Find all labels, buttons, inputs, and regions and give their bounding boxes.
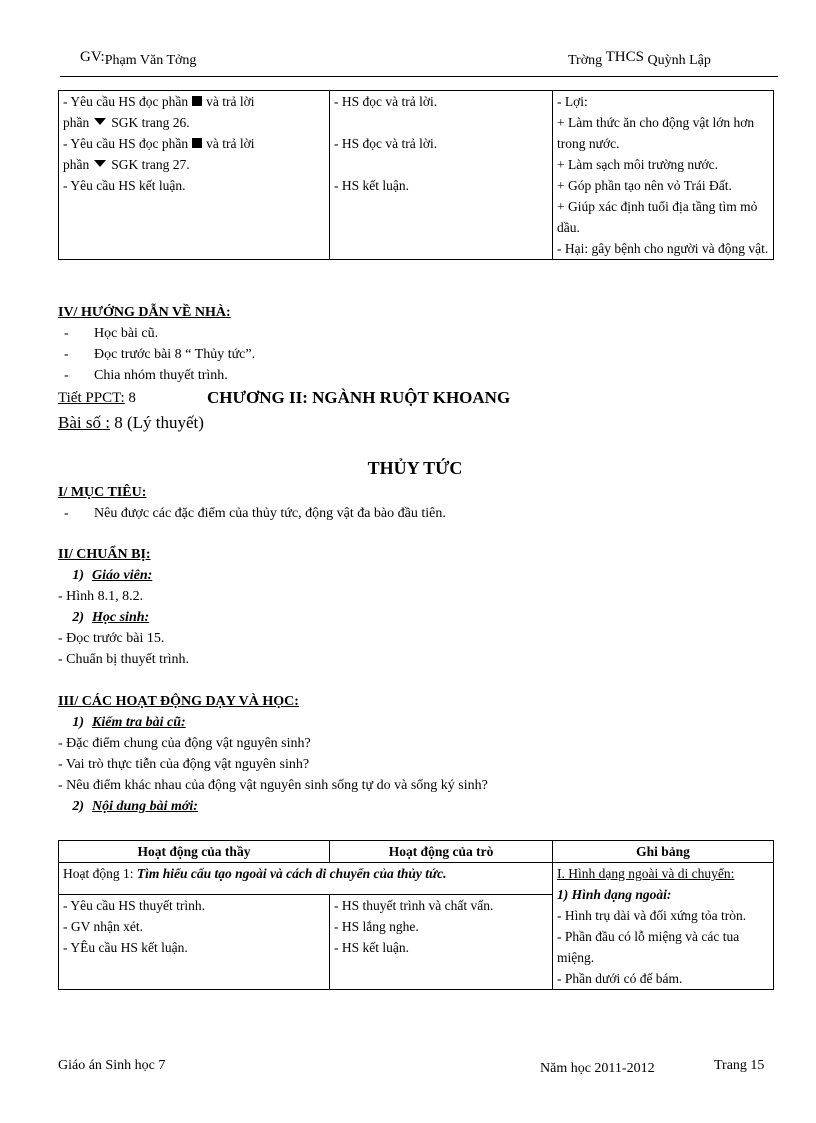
activity-row-title: Hoạt động 1: Tìm hiểu cấu tạo ngoài và cách di chuyển của thủy tức. bbox=[59, 863, 553, 895]
lesson-title: THỦY TỨC bbox=[367, 458, 463, 478]
top-board-cell: - Lợi: + Làm thức ăn cho động vật lớn hơn trong nước. + Làm sạch môi trường nước. + Góp phần tạo nên vỏ Trái Đất. + Giúp xác định tuổi địa tầng tìm mỏ dầu. - Hại: gây bệnh cho người và động vật. bbox=[553, 91, 774, 260]
check-question: - Vai trò thực tiễn của động vật nguyên sinh? bbox=[58, 757, 310, 772]
new-content-heading: 2) Nội dung bài mới: bbox=[72, 799, 198, 814]
footer-year: Năm học 2011-2012 bbox=[540, 1061, 655, 1076]
prep-student-heading: 2) Học sinh: bbox=[72, 610, 150, 625]
homework-heading: IV/ HƯỚNG DẪN VỀ NHÀ: bbox=[58, 305, 231, 320]
lesson-number: Bài số : 8 (Lý thuyết) bbox=[58, 413, 204, 432]
activities-heading: III/ CÁC HOẠT ĐỘNG DẠY VÀ HỌC: bbox=[58, 694, 299, 709]
triangle-down-icon bbox=[94, 160, 106, 167]
check-question: - Nêu điểm khác nhau của động vật nguyên sinh sống tự do và sống ký sinh? bbox=[58, 778, 488, 793]
check-question: - Đặc điểm chung của động vật nguyên sinh? bbox=[58, 736, 311, 751]
school-name: Trờng THCS Quỳnh Lập bbox=[568, 49, 711, 68]
square-icon bbox=[192, 138, 202, 148]
student-activity-cell: - HS thuyết trình và chất vấn. - HS lắng nghe. - HS kết luận. bbox=[330, 895, 553, 990]
prep-student-item: - Đọc trước bài 15. bbox=[58, 631, 165, 646]
board-cell: I. Hình dạng ngoài và di chuyển: 1) Hình dạng ngoài: - Hình trụ dài và đối xứng tỏa tròn. - Phần đầu có lỗ miệng và các tua miệng. - Phần dưới có đế bám. bbox=[553, 863, 774, 990]
page-header bbox=[60, 50, 778, 77]
prep-heading: II/ CHUẨN BỊ: bbox=[58, 547, 151, 562]
objectives-heading: I/ MỤC TIÊU: bbox=[58, 485, 147, 500]
table-header: Ghi bảng bbox=[553, 841, 774, 863]
prep-teacher-heading: 1) Giáo viên: bbox=[72, 568, 153, 583]
prep-teacher-item: - Hình 8.1, 8.2. bbox=[58, 589, 144, 604]
homework-item: - Đọc trước bài 8 “ Thủy tức”. bbox=[64, 347, 256, 362]
objective-item: - Nêu được các đặc điểm của thủy tức, động vật đa bào đầu tiên. bbox=[64, 506, 446, 521]
ppct-line: Tiết PPCT: 8 bbox=[58, 390, 136, 406]
top-teacher-cell: - Yêu cầu HS đọc phần và trả lời phần SGK trang 26. - Yêu cầu HS đọc phần và trả lời phần SGK trang 27. - Yêu cầu HS kết luận. bbox=[59, 91, 330, 260]
table-header: Hoạt động của trò bbox=[330, 841, 553, 863]
top-activity-table bbox=[58, 90, 774, 260]
table-header: Hoạt động của thầy bbox=[59, 841, 330, 863]
teacher-name: GV:Phạm Văn Tởng bbox=[80, 49, 197, 68]
triangle-down-icon bbox=[94, 118, 106, 125]
chapter-title: CHƯƠNG II: NGÀNH RUỘT KHOANG bbox=[207, 388, 511, 407]
check-heading: 1) Kiểm tra bài cũ: bbox=[72, 715, 186, 730]
square-icon bbox=[192, 96, 202, 106]
footer-subject: Giáo án Sinh học 7 bbox=[58, 1058, 166, 1073]
homework-item: - Học bài cũ. bbox=[64, 326, 159, 341]
lesson-activity-table bbox=[58, 840, 774, 990]
teacher-activity-cell: - Yêu cầu HS thuyết trình. - GV nhận xét. - YÊu cầu HS kết luận. bbox=[59, 895, 330, 990]
homework-item: - Chia nhóm thuyết trình. bbox=[64, 368, 228, 383]
top-student-cell: - HS đọc và trả lời. - HS đọc và trả lời. - HS kết luận. bbox=[330, 91, 553, 260]
prep-student-item: - Chuẩn bị thuyết trình. bbox=[58, 652, 190, 667]
footer-page-number: Trang 15 bbox=[714, 1058, 765, 1073]
